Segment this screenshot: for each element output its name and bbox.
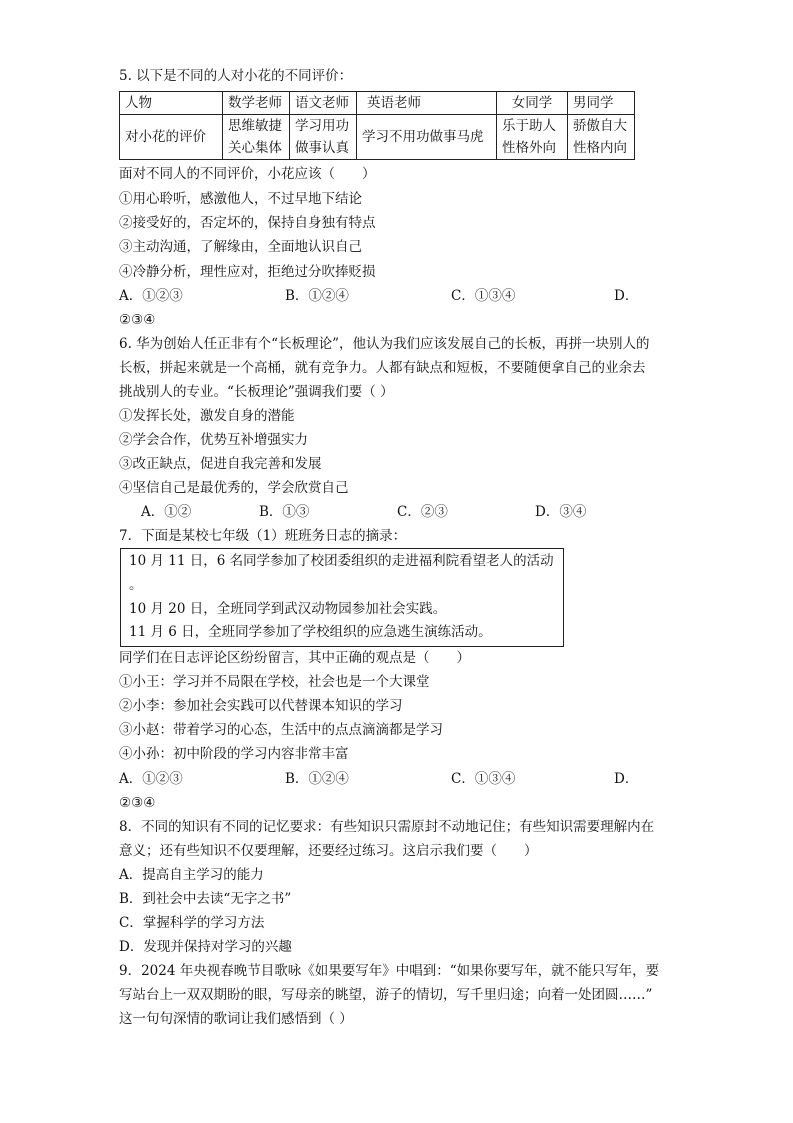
q5-question: 面对不同人的不同评价，小花应该（ ） xyxy=(119,166,376,182)
q9-line: 这一句句深情的歌词让我们感悟到（ ） xyxy=(119,1011,353,1027)
table-header-cell: 人物 xyxy=(120,92,223,115)
q6-item: ③改正缺点，促进自我完善和发展 xyxy=(119,456,322,472)
log-entry: 11 月 6 日，全班同学参加了学校组织的应急逃生演练活动。 xyxy=(129,624,492,640)
q7-option-c[interactable]: C．①③④ xyxy=(451,771,516,787)
cell-line: 思维敏捷 xyxy=(228,118,282,134)
q7-item: ①小王：学习并不局限在学校，社会也是一个大课堂 xyxy=(119,674,430,690)
table-cell xyxy=(290,115,357,160)
table-cell: 学习不用功做事马虎 xyxy=(357,115,497,160)
q5-item: ②接受好的，否定坏的，保持自身独有特点 xyxy=(119,215,376,231)
log-entry: 。 xyxy=(129,577,143,593)
q9-line: 写站台上一双双期盼的眼，写母亲的眺望，游子的情切，写千里归途；向着一处团圆……” xyxy=(119,987,653,1003)
q5-item: ③主动沟通，了解缘由，全面地认识自己 xyxy=(119,239,362,255)
q7-option-b[interactable]: B．①②④ xyxy=(285,771,349,787)
q5-option-d[interactable]: D． xyxy=(614,288,639,304)
q7-option-a[interactable]: A．①②③ xyxy=(119,771,183,787)
q6-item: ①发挥长处，激发自身的潜能 xyxy=(119,408,295,424)
q5-item: ④冷静分析，理性应对，拒绝过分吹捧贬损 xyxy=(119,264,376,280)
table-header-cell: 男同学 xyxy=(568,92,635,115)
table-row xyxy=(120,115,635,160)
cell-line: 学习用功 xyxy=(295,118,349,134)
q7-item: ③小赵：带着学习的心态，生活中的点点滴滴都是学习 xyxy=(119,722,443,738)
q8-option-d[interactable]: D．发现并保持对学习的兴趣 xyxy=(119,939,292,955)
table-header-cell: 女同学 xyxy=(497,92,568,115)
q7-item: ②小李：参加社会实践可以代替课本知识的学习 xyxy=(119,698,403,714)
q6-option-a[interactable]: A．①② xyxy=(141,504,192,520)
q6-line: 6. 华为创始人任正非有个“长板理论”，他认为我们应该发展自己的长板，再拼一块别人的 xyxy=(119,336,650,352)
q6-line: 长板，拼起来就是一个高桶，就有竞争力。人都有缺点和短板，不要随便拿自己的业余去 xyxy=(119,360,646,376)
q5-option-c[interactable]: C．①③④ xyxy=(451,288,516,304)
q8-line: 意义；还有些知识不仅要理解，还要经过练习。这启示我们要（ ） xyxy=(119,843,538,859)
q5-option-b[interactable]: B．①②④ xyxy=(285,288,349,304)
table-header-cell: 语文老师 xyxy=(290,92,357,115)
q7-stem: 7．下面是某校七年级（1）班班务日志的摘录： xyxy=(119,528,407,544)
cell-line: 乐于助人 xyxy=(502,118,556,134)
table-cell xyxy=(497,115,568,160)
q6-item: ②学会合作，优势互补增强实力 xyxy=(119,432,308,448)
cell-line: 性格内向 xyxy=(573,140,627,156)
q7-option-d[interactable]: D． xyxy=(614,771,639,787)
table-cell xyxy=(223,115,290,160)
q6-line: 挑战别人的专业。“长板理论”强调我们要（ ） xyxy=(119,384,394,400)
class-log-box xyxy=(120,548,564,647)
cell-line: 骄傲自大 xyxy=(573,118,627,134)
q5-option-a[interactable]: A．①②③ xyxy=(119,288,183,304)
cell-line: 做事认真 xyxy=(295,140,349,156)
cell-line: 性格外向 xyxy=(502,140,556,156)
q7-option-d-text: ②③④ xyxy=(119,795,156,811)
table-header-cell: 数学老师 xyxy=(223,92,290,115)
q9-line: 9．2024 年央视春晚节目歌咏《如果要写年》中唱到：“如果你要写年，就不能只写年，要 xyxy=(119,963,660,979)
q6-option-d[interactable]: D．③④ xyxy=(535,504,587,520)
q8-option-b[interactable]: B．到社会中去读“无字之书” xyxy=(119,891,292,907)
table-cell xyxy=(568,115,635,160)
q5-stem: 5. 以下是不同的人对小花的不同评价： xyxy=(119,68,353,84)
cell-line: 关心集体 xyxy=(228,140,282,156)
log-entry: 10 月 20 日，全班同学到武汉动物园参加社会实践。 xyxy=(129,601,447,617)
q5-option-d-text: ②③④ xyxy=(119,312,156,328)
table-header-row xyxy=(120,92,635,115)
q5-item: ①用心聆听，感激他人，不过早地下结论 xyxy=(119,191,362,207)
q6-option-c[interactable]: C．②③ xyxy=(397,504,448,520)
q6-item: ④坚信自己是最优秀的，学会欣赏自己 xyxy=(119,480,349,496)
q8-line: 8．不同的知识有不同的记忆要求：有些知识只需原封不动地记住；有些知识需要理解内在 xyxy=(119,819,655,835)
q7-item: ④小孙：初中阶段的学习内容非常丰富 xyxy=(119,746,349,762)
q6-option-b[interactable]: B．①③ xyxy=(259,504,310,520)
log-entry: 10 月 11 日，6 名同学参加了校团委组织的走进福利院看望老人的活动 xyxy=(129,553,554,569)
evaluation-table xyxy=(119,91,635,160)
table-row-label: 对小花的评价 xyxy=(120,115,223,160)
q8-option-a[interactable]: A．提高自主学习的能力 xyxy=(119,867,264,883)
q8-option-c[interactable]: C．掌握科学的学习方法 xyxy=(119,915,265,931)
table-header-cell: 英语老师 xyxy=(357,92,497,115)
q7-question: 同学们在日志评论区纷纷留言，其中正确的观点是（ ） xyxy=(119,650,470,666)
